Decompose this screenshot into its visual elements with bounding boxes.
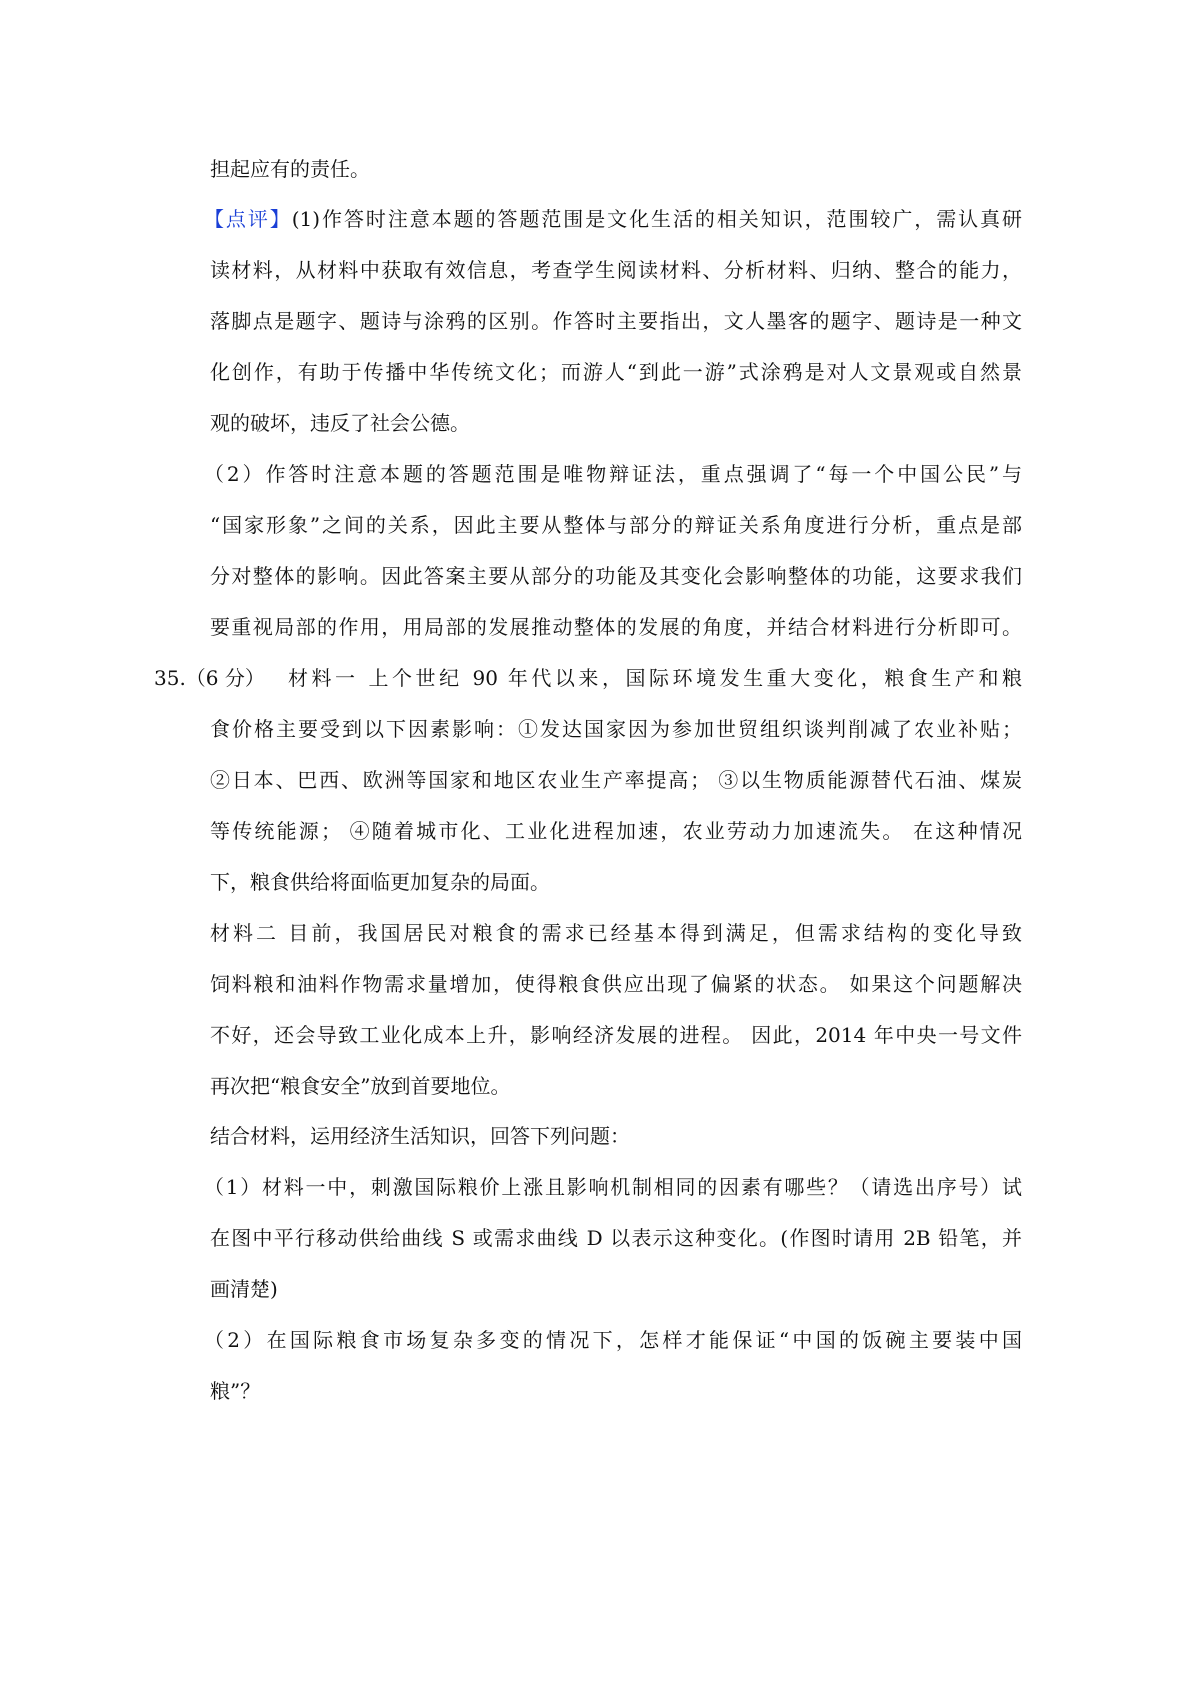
material1-line-5: 下，粮食供给将面临更加复杂的局面。 bbox=[210, 870, 550, 894]
subquestion1-line-1: （1）材料一中，刺激国际粮价上涨且影响机制相同的因素有哪些？（请选出序号）试 bbox=[204, 1175, 1022, 1199]
question-instruction: 结合材料，运用经济生活知识，回答下列问题： bbox=[210, 1124, 630, 1148]
question-number: 35.（6 分） bbox=[154, 666, 265, 690]
material1-line-4: 等传统能源； ④随着城市化、工业化进程加速，农业劳动力加速流失。 在这种情况 bbox=[210, 819, 1022, 843]
subquestion1-line-2: 在图中平行移动供给曲线 S 或需求曲线 D 以表示这种变化。(作图时请用 2B 铅笔，并 bbox=[210, 1226, 1022, 1250]
comment-part2-line-2: “国家形象”之间的关系，因此主要从整体与部分的辩证关系角度进行分析，重点是部 bbox=[210, 513, 1022, 537]
material2-line-4: 再次把“粮食安全”放到首要地位。 bbox=[210, 1074, 511, 1098]
comment-part1-line-1: (1)作答时注意本题的答题范围是文化生活的相关知识，范围较广，需认真研 bbox=[291, 207, 1022, 231]
subquestion2-line-2: 粮”？ bbox=[210, 1379, 261, 1403]
comment-part1-line-4: 化创作，有助于传播中华传统文化；而游人“到此一游”式涂鸦是对人文景观或自然景 bbox=[210, 360, 1022, 384]
comment-part2-line-4: 要重视局部的作用，用局部的发展推动整体的发展的角度，并结合材料进行分析即可。 bbox=[210, 615, 1022, 639]
comment-part1-line-2: 读材料，从材料中获取有效信息，考查学生阅读材料、分析材料、归纳、整合的能力， bbox=[210, 258, 1022, 282]
subquestion1-line-3: 画清楚) bbox=[210, 1277, 278, 1301]
comment-tag: 【点评】 bbox=[204, 207, 292, 231]
material1-line-3: ②日本、巴西、欧洲等国家和地区农业生产率提高； ③以生物质能源替代石油、煤炭 bbox=[210, 768, 1022, 792]
comment-part2-line-3: 分对整体的影响。因此答案主要从部分的功能及其变化会影响整体的功能，这要求我们 bbox=[210, 564, 1022, 588]
subquestion2-line-1: （2）在国际粮食市场复杂多变的情况下，怎样才能保证“中国的饭碗主要装中国 bbox=[204, 1328, 1022, 1352]
material2-line-2: 饲料粮和油料作物需求量增加，使得粮食供应出现了偏紧的状态。 如果这个问题解决 bbox=[210, 972, 1022, 996]
material2-line-3: 不好，还会导致工业化成本上升，影响经济发展的进程。 因此，2014 年中央一号文件 bbox=[210, 1023, 1022, 1047]
material2-line-1: 材料二 目前，我国居民对粮食的需求已经基本得到满足，但需求结构的变化导致 bbox=[210, 921, 1022, 945]
material1-line-1: 材料一 上个世纪 90 年代以来，国际环境发生重大变化，粮食生产和粮 bbox=[288, 666, 1022, 690]
previous-answer-tail: 担起应有的责任。 bbox=[210, 157, 370, 181]
material1-line-2: 食价格主要受到以下因素影响：①发达国家因为参加世贸组织谈判削减了农业补贴； bbox=[210, 717, 1022, 741]
comment-part1-line-3: 落脚点是题字、题诗与涂鸦的区别。作答时主要指出，文人墨客的题字、题诗是一种文 bbox=[210, 309, 1022, 333]
comment-part1-line-5: 观的破坏，违反了社会公德。 bbox=[210, 411, 470, 435]
comment-line-1 bbox=[204, 205, 1022, 233]
comment-part2-line-1: （2）作答时注意本题的答题范围是唯物辩证法，重点强调了“每一个中国公民”与 bbox=[204, 462, 1022, 486]
